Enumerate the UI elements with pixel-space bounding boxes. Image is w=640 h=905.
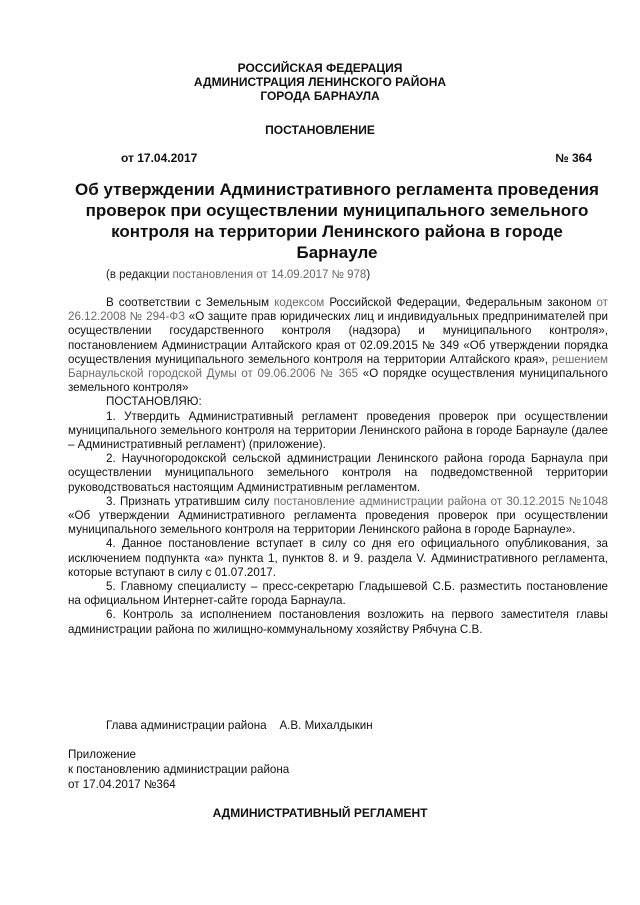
preamble-text: «О порядке осуществления муниципального земельного контроля» (68, 367, 608, 395)
document-title: Об утверждении Административного регламента проведения проверок при осуществлении муниципального земельного контроля на территории Ленинского района в городе Барнауле (75, 180, 599, 262)
signature-line: Глава администрации района А.В. Михалдыкин (106, 719, 373, 732)
edition-open: (в редакции (106, 269, 173, 281)
document-body (68, 296, 608, 637)
appendix-line-1: Приложение (68, 748, 137, 761)
preamble-link-code[interactable]: кодексом (274, 296, 325, 309)
header-city: ГОРОДА БАРНАУЛА (260, 89, 380, 103)
item-2: 2. Научногородокской сельской администрации Ленинского района города Барнаула при осуществлении муниципального земельного контроля на подведомственной территории руководствоваться настоящим Административным регламентом. (68, 452, 608, 494)
edition-note (106, 269, 370, 281)
preamble-paragraph (68, 296, 608, 395)
header-country: РОССИЙСКАЯ ФЕДЕРАЦИЯ (237, 61, 403, 75)
appendix-line-3: от 17.04.2017 №364 (68, 778, 176, 791)
preamble-link-law[interactable]: от 26.12.2008 № 294-ФЗ (68, 296, 608, 324)
item-3-text: «Об утверждении Административного регламента проведения проверок при осуществлении муниципального земельного контроля на территории Ленинского района в городе Барнауле». (68, 509, 608, 537)
section-title: АДМИНИСТРАТИВНЫЙ РЕГЛАМЕНТ (212, 806, 428, 820)
appendix-line-2: к постановлению администрации района (68, 763, 290, 776)
preamble-text: В соответствии с Земельным (106, 296, 275, 309)
item-1: 1. Утвердить Административный регламент проведения проверок при осуществлении муниципального земельного контроля на территории Ленинского района в городе Барнауле (далее – Административный регламент) (приложение). (68, 409, 608, 452)
preamble-text: Российской Федерации, Федеральным законом (324, 296, 597, 309)
preamble-link-decision[interactable]: решением Барнаульской городской Думы от 09.06.2006 № 365 (68, 352, 608, 381)
preamble-text: «О защите прав юридических лиц и индивидуальных предпринимателей при осуществлении государственного контроля (надзора) и муниципального контроля», постановлением Администрации Алтайского края от 02.09.2015 № 349 «Об утверждении порядка осуществления муниципального земельного контроля на территории Алтайского края», (68, 310, 608, 366)
document-type: ПОСТАНОВЛЕНИЕ (265, 123, 375, 137)
header-administration: АДМИНИСТРАЦИЯ ЛЕНИНСКОГО РАЙОНА (193, 75, 447, 89)
item-3 (68, 495, 608, 538)
resolve-line: ПОСТАНОВЛЯЮ: (106, 395, 202, 409)
document-date: от 17.04.2017 (121, 151, 198, 165)
item-5: 5. Главному специалисту – пресс-секретарю Гладышевой С.Б. разместить постановление на официальном Интернет-сайте города Барнаула. (68, 580, 608, 608)
item-6: 6. Контроль за исполнением постановления возложить на первого заместителя главы администрации района по жилищно-коммунальному хозяйству Рябчуна С.В. (68, 608, 608, 636)
appendix-block (68, 747, 289, 792)
item-3-link[interactable]: постановление администрации района от 30.12.2015 №1048 (273, 494, 608, 508)
edition-close: ) (366, 269, 371, 281)
edition-link[interactable]: постановления от 14.09.2017 № 978 (172, 269, 367, 281)
item-3-text: 3. Признать утратившим силу (106, 494, 274, 508)
item-4: 4. Данное постановление вступает в силу со дня его официального опубликования, за исключением подпункта «а» пункта 1, пунктов 8. и 9. раздела V. Административного регламента, которые вступают в силу с 01.07.2017. (68, 537, 608, 579)
document-number: № 364 (555, 151, 592, 165)
